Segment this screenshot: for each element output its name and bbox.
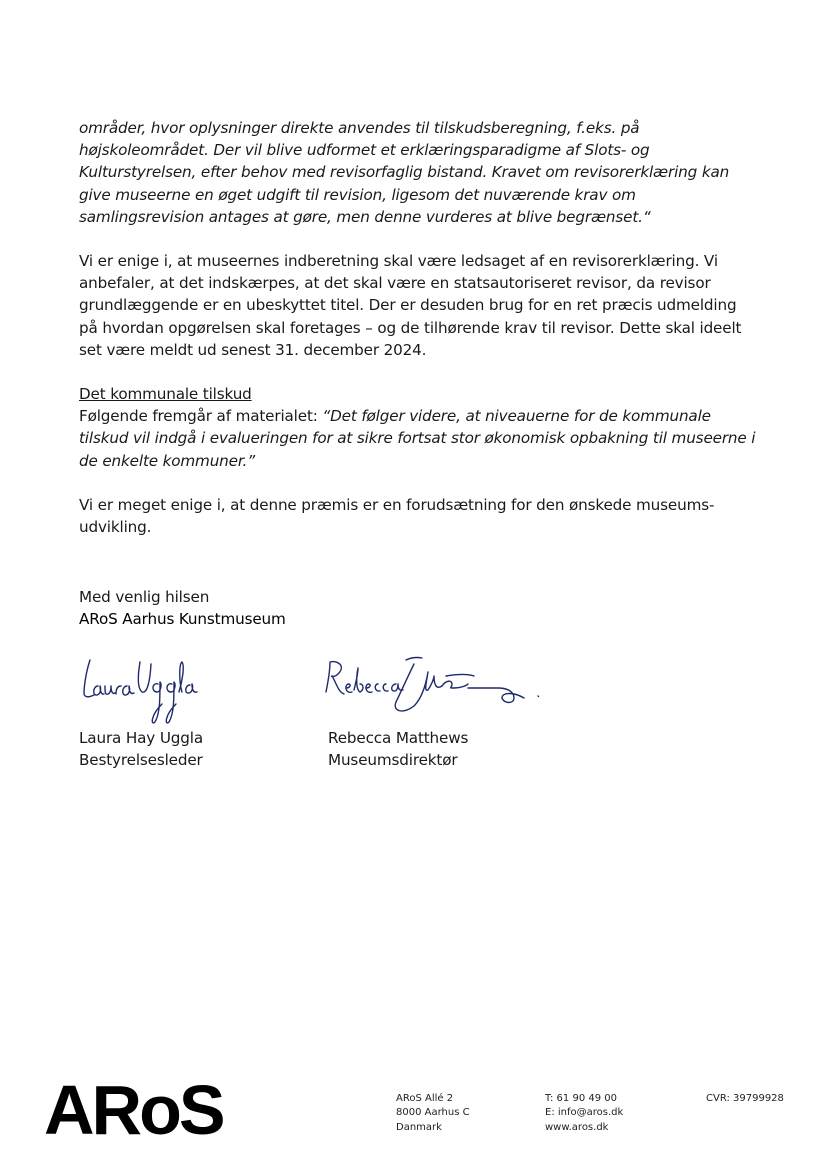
revisor-paragraph — [79, 250, 759, 361]
text-line: på hvordan opgørelsen skal foretages – og de tilhørende krav til revisor. Dette skal ideelt — [79, 318, 742, 337]
closing-greeting: Med venlig hilsen — [79, 588, 210, 606]
text-line: anbefaler, at det indskærpes, at det skal være en statsautoriseret revisor, da revisor — [79, 274, 711, 293]
footer-line: ARoS Allé 2 — [396, 1093, 454, 1104]
intro-text: Følgende fremgår af materialet: — [79, 407, 323, 426]
cvr-number: CVR: 39799928 — [706, 1093, 784, 1104]
signer-title: Bestyrelsesleder — [79, 751, 203, 770]
text-line: samlingsrevision antages at gøre, men denne vurderes at blive begrænset.“ — [79, 207, 651, 226]
signer-name: Laura Hay Uggla — [79, 729, 203, 747]
footer-line: Danmark — [396, 1121, 442, 1133]
text-line: Kulturstyrelsen, efter behov med revisorfaglig bistand. Kravet om revisorerklæring kan — [79, 163, 730, 182]
footer-address — [396, 1092, 470, 1135]
text-line: områder, hvor oplysninger direkte anvendes til tilskudsberegning, f.eks. på — [79, 119, 640, 137]
signer-laura — [79, 727, 203, 772]
closing-block — [79, 586, 286, 631]
text-line: udvikling. — [79, 518, 152, 537]
text-line: grundlæggende er en ubeskyttet titel. Der er desuden brug for en ret præcis udmelding — [79, 296, 737, 315]
footer-cvr — [706, 1092, 784, 1106]
text-line: de enkelte kommuner.” — [79, 451, 255, 470]
letter-body — [79, 117, 759, 538]
aros-logo: ARoS — [44, 1071, 223, 1149]
text-line: Vi er enige i, at museernes indberetning skal være ledsaget af en revisorerklæring. Vi — [79, 252, 718, 271]
quoted-paragraph — [79, 117, 759, 228]
signer-title: Museumsdirektør — [328, 751, 458, 770]
footer-phone: T: 61 90 49 00 — [545, 1093, 617, 1104]
text-line: Vi er meget enige i, at denne præmis er en forudsætning for den ønskede museums- — [79, 495, 715, 514]
agreement-paragraph — [79, 494, 759, 538]
footer-line: 8000 Aarhus C — [396, 1107, 470, 1119]
signer-rebecca — [328, 727, 468, 772]
footer-website-link[interactable]: www.aros.dk — [545, 1121, 609, 1133]
signer-name: Rebecca Matthews — [328, 729, 469, 747]
quote-text: “Det følger videre, at niveauerne for de kommunale — [322, 407, 711, 426]
text-line: tilskud vil indgå i evalueringen for at sikre fortsat stor økonomisk opbakning til museerne i — [79, 429, 756, 448]
footer-contact — [545, 1092, 623, 1135]
text-line — [79, 405, 759, 427]
municipal-section — [79, 383, 759, 472]
signature-laura-uggla — [78, 652, 203, 728]
organization-name: ARoS Aarhus Kunstmuseum — [79, 610, 286, 629]
section-heading: Det kommunale tilskud — [79, 385, 252, 404]
text-line: højskoleområdet. Der vil blive udformet et erklæringsparadigme af Slots- og — [79, 141, 650, 160]
text-line: give museerne en øget udgift til revision, ligesom det nuværende krav om — [79, 185, 636, 204]
footer-email[interactable]: E: info@aros.dk — [545, 1107, 624, 1119]
text-line: set være meldt ud senest 31. december 2024. — [79, 340, 427, 359]
signature-rebecca-matthews — [318, 654, 548, 720]
